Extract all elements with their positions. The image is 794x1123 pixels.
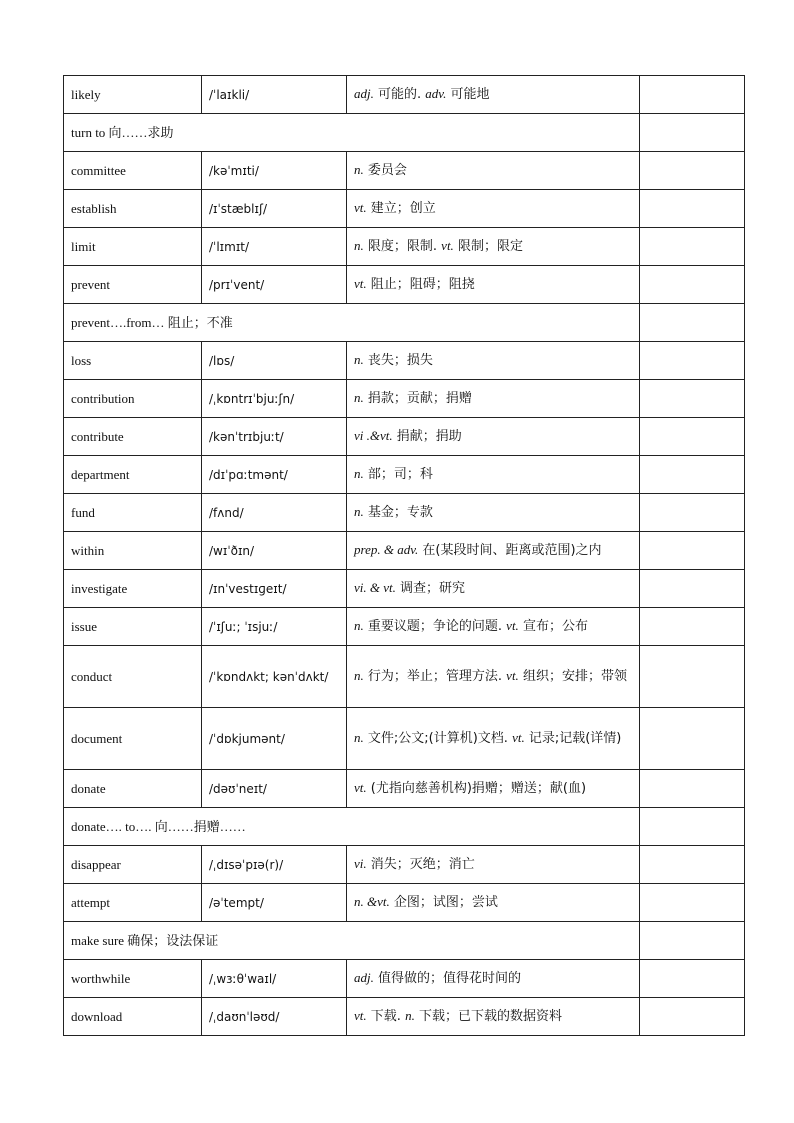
phonetic-cell: /ˌkɒntrɪˈbjuːʃn/ xyxy=(202,380,347,418)
part-of-speech: adj. xyxy=(354,86,374,101)
word-cell: document xyxy=(64,708,202,770)
definition-cell xyxy=(347,342,640,380)
table-row xyxy=(64,190,745,228)
table-row xyxy=(64,846,745,884)
part-of-speech: vi. xyxy=(354,856,367,871)
word-cell: loss xyxy=(64,342,202,380)
phonetic-cell: /lɒs/ xyxy=(202,342,347,380)
phonetic-cell: /ˈlaɪkli/ xyxy=(202,76,347,114)
meaning-text: 组织；安排；带领 xyxy=(522,669,627,684)
word-cell: department xyxy=(64,456,202,494)
word-cell: limit xyxy=(64,228,202,266)
table-row xyxy=(64,76,745,114)
empty-notes-cell xyxy=(640,846,745,884)
empty-notes-cell xyxy=(640,808,745,846)
word-cell: investigate xyxy=(64,570,202,608)
table-row xyxy=(64,570,745,608)
meaning-text: 调查；研究 xyxy=(400,581,466,596)
word-cell: establish xyxy=(64,190,202,228)
word-cell: download xyxy=(64,998,202,1036)
phrase-cell: turn to 向……求助 xyxy=(64,114,640,152)
table-row xyxy=(64,418,745,456)
empty-notes-cell xyxy=(640,456,745,494)
phrase-row xyxy=(64,114,745,152)
meaning-text: 可能地 xyxy=(450,87,490,102)
part-of-speech: vt. xyxy=(354,276,367,291)
part-of-speech: n. xyxy=(354,618,364,633)
meaning-text: 宣布；公布 xyxy=(522,619,588,634)
part-of-speech: vt. xyxy=(441,238,454,253)
empty-notes-cell xyxy=(640,152,745,190)
word-cell: issue xyxy=(64,608,202,646)
phrase-row xyxy=(64,304,745,342)
phonetic-cell: /ˈdɒkjumənt/ xyxy=(202,708,347,770)
part-of-speech: vt. xyxy=(354,200,367,215)
word-cell: committee xyxy=(64,152,202,190)
phonetic-cell: /kənˈtrɪbjuːt/ xyxy=(202,418,347,456)
empty-notes-cell xyxy=(640,114,745,152)
word-cell: conduct xyxy=(64,646,202,708)
empty-notes-cell xyxy=(640,998,745,1036)
phonetic-cell: /dəʊˈneɪt/ xyxy=(202,770,347,808)
definition-cell xyxy=(347,998,640,1036)
phonetic-cell: /ˌdɪsəˈpɪə(r)/ xyxy=(202,846,347,884)
word-cell: prevent xyxy=(64,266,202,304)
table-row xyxy=(64,708,745,770)
meaning-text: 阻止；阻碍；阻挠 xyxy=(370,277,475,292)
word-cell: contribution xyxy=(64,380,202,418)
meaning-text: 下载；已下载的数据资料 xyxy=(418,1009,562,1024)
meaning-text: 行为；举止；管理方法. xyxy=(367,669,503,684)
phrase-cell: make sure 确保；设法保证 xyxy=(64,922,640,960)
meaning-text: 企图；试图；尝试 xyxy=(393,895,498,910)
phonetic-cell: /wɪˈðɪn/ xyxy=(202,532,347,570)
word-cell: disappear xyxy=(64,846,202,884)
empty-notes-cell xyxy=(640,342,745,380)
empty-notes-cell xyxy=(640,532,745,570)
part-of-speech: prep. & adv. xyxy=(354,542,419,557)
definition-cell xyxy=(347,456,640,494)
part-of-speech: n. xyxy=(354,390,364,405)
empty-notes-cell xyxy=(640,380,745,418)
table-row xyxy=(64,342,745,380)
empty-notes-cell xyxy=(640,922,745,960)
table-row xyxy=(64,532,745,570)
empty-notes-cell xyxy=(640,228,745,266)
definition-cell xyxy=(347,418,640,456)
table-row xyxy=(64,884,745,922)
meaning-text: 可能的. xyxy=(378,87,422,102)
table-row xyxy=(64,646,745,708)
word-cell: likely xyxy=(64,76,202,114)
definition-cell xyxy=(347,532,640,570)
empty-notes-cell xyxy=(640,190,745,228)
definition-cell xyxy=(347,76,640,114)
meaning-text: 限度；限制. xyxy=(367,239,438,254)
word-cell: attempt xyxy=(64,884,202,922)
empty-notes-cell xyxy=(640,418,745,456)
meaning-text: 文件;公文;(计算机)文档. xyxy=(367,731,508,746)
part-of-speech: n. xyxy=(354,668,364,683)
phrase-row xyxy=(64,808,745,846)
word-cell: within xyxy=(64,532,202,570)
part-of-speech: n. xyxy=(354,238,364,253)
definition-cell xyxy=(347,266,640,304)
table-row xyxy=(64,456,745,494)
definition-cell xyxy=(347,846,640,884)
part-of-speech: n. &vt. xyxy=(354,894,390,909)
meaning-text: 下载. xyxy=(370,1009,401,1024)
phrase-cell: prevent….from… 阻止；不准 xyxy=(64,304,640,342)
empty-notes-cell xyxy=(640,646,745,708)
meaning-text: 委员会 xyxy=(367,163,407,178)
phonetic-cell: /kəˈmɪti/ xyxy=(202,152,347,190)
part-of-speech: vi .&vt. xyxy=(354,428,393,443)
empty-notes-cell xyxy=(640,570,745,608)
definition-cell xyxy=(347,960,640,998)
table-row xyxy=(64,770,745,808)
empty-notes-cell xyxy=(640,608,745,646)
definition-cell xyxy=(347,380,640,418)
vocabulary-page xyxy=(63,75,744,1036)
table-row xyxy=(64,152,745,190)
meaning-text: 建立；创立 xyxy=(370,201,436,216)
part-of-speech: n. xyxy=(354,730,364,745)
vocabulary-table-body xyxy=(64,76,745,1036)
phrase-cell: donate…. to…. 向……捐赠…… xyxy=(64,808,640,846)
phonetic-cell: /dɪˈpɑːtmənt/ xyxy=(202,456,347,494)
definition-cell xyxy=(347,608,640,646)
phonetic-cell: /prɪˈvent/ xyxy=(202,266,347,304)
word-cell: donate xyxy=(64,770,202,808)
word-cell: worthwhile xyxy=(64,960,202,998)
empty-notes-cell xyxy=(640,770,745,808)
meaning-text: 基金；专款 xyxy=(367,505,433,520)
meaning-text: 丧失；损失 xyxy=(367,353,433,368)
meaning-text: 消失；灭绝；消亡 xyxy=(370,857,475,872)
part-of-speech: vt. xyxy=(354,1008,367,1023)
empty-notes-cell xyxy=(640,884,745,922)
part-of-speech: vt. xyxy=(512,730,525,745)
table-row xyxy=(64,998,745,1036)
definition-cell xyxy=(347,646,640,708)
definition-cell xyxy=(347,884,640,922)
part-of-speech: vt. xyxy=(506,668,519,683)
meaning-text: 记录;记载(详情) xyxy=(528,731,622,746)
phonetic-cell: /ˈlɪmɪt/ xyxy=(202,228,347,266)
empty-notes-cell xyxy=(640,708,745,770)
phrase-row xyxy=(64,922,745,960)
definition-cell xyxy=(347,152,640,190)
table-row xyxy=(64,228,745,266)
definition-cell xyxy=(347,190,640,228)
part-of-speech: vi. & vt. xyxy=(354,580,396,595)
word-cell: contribute xyxy=(64,418,202,456)
table-row xyxy=(64,380,745,418)
definition-cell xyxy=(347,494,640,532)
empty-notes-cell xyxy=(640,960,745,998)
phonetic-cell: /ˈkɒndʌkt; kənˈdʌkt/ xyxy=(202,646,347,708)
meaning-text: 重要议题；争论的问题. xyxy=(367,619,503,634)
part-of-speech: vt. xyxy=(354,780,367,795)
meaning-text: (尤指向慈善机构)捐赠；赠送；献(血) xyxy=(370,781,587,796)
part-of-speech: vt. xyxy=(506,618,519,633)
table-row xyxy=(64,608,745,646)
phonetic-cell: /ˌwɜːθˈwaɪl/ xyxy=(202,960,347,998)
definition-cell xyxy=(347,770,640,808)
meaning-text: 部；司；科 xyxy=(367,467,433,482)
empty-notes-cell xyxy=(640,304,745,342)
definition-cell xyxy=(347,570,640,608)
part-of-speech: adj. xyxy=(354,970,374,985)
definition-cell xyxy=(347,708,640,770)
empty-notes-cell xyxy=(640,494,745,532)
table-row xyxy=(64,266,745,304)
phonetic-cell: /ɪˈstæblɪʃ/ xyxy=(202,190,347,228)
meaning-text: 捐献；捐助 xyxy=(396,429,462,444)
word-cell: fund xyxy=(64,494,202,532)
phonetic-cell: /əˈtempt/ xyxy=(202,884,347,922)
vocabulary-table xyxy=(63,75,745,1036)
table-row xyxy=(64,960,745,998)
part-of-speech: n. xyxy=(354,466,364,481)
phonetic-cell: /ˌdaʊnˈləʊd/ xyxy=(202,998,347,1036)
part-of-speech: n. xyxy=(354,504,364,519)
part-of-speech: adv. xyxy=(425,86,447,101)
meaning-text: 捐款；贡献；捐赠 xyxy=(367,391,472,406)
phonetic-cell: /ˈɪʃuː; ˈɪsjuː/ xyxy=(202,608,347,646)
part-of-speech: n. xyxy=(354,352,364,367)
empty-notes-cell xyxy=(640,266,745,304)
meaning-text: 在(某段时间、距离或范围)之内 xyxy=(422,543,602,558)
empty-notes-cell xyxy=(640,76,745,114)
phonetic-cell: /ɪnˈvestɪɡeɪt/ xyxy=(202,570,347,608)
meaning-text: 值得做的；值得花时间的 xyxy=(378,971,522,986)
part-of-speech: n. xyxy=(354,162,364,177)
table-row xyxy=(64,494,745,532)
meaning-text: 限制；限定 xyxy=(457,239,523,254)
part-of-speech: n. xyxy=(405,1008,415,1023)
definition-cell xyxy=(347,228,640,266)
phonetic-cell: /fʌnd/ xyxy=(202,494,347,532)
